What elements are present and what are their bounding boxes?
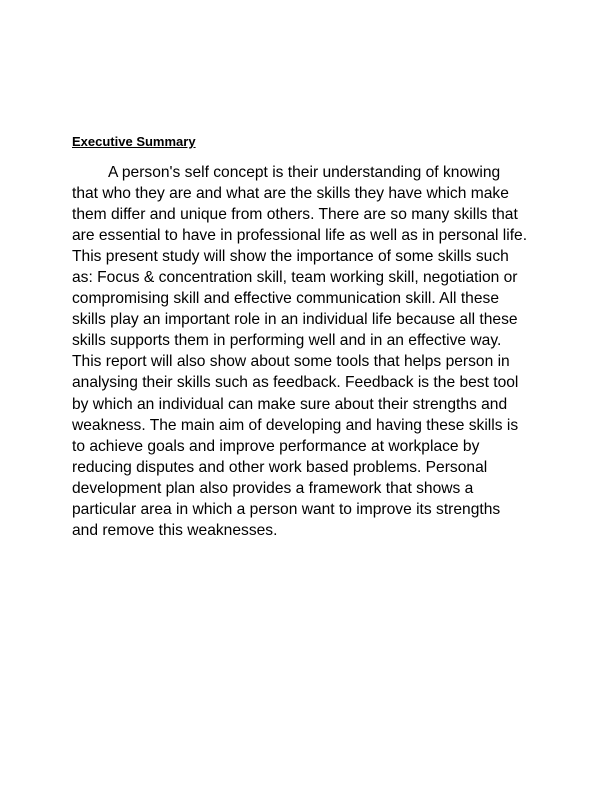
paragraph-line: skills supports them in performing well and in an effective way. — [72, 332, 502, 350]
section-heading: Executive Summary — [72, 134, 196, 149]
paragraph-line: analysing their skills such as feedback. Feedback is the best tool — [72, 374, 519, 392]
paragraph-line: them differ and unique from others. There are so many skills that — [72, 206, 518, 224]
paragraph-line: are essential to have in professional life as well as in personal life. — [72, 227, 528, 245]
executive-summary-paragraph — [72, 162, 542, 541]
paragraph-line: compromising skill and effective communication skill. All these — [72, 290, 499, 308]
paragraph-line: that who they are and what are the skills they have which make — [72, 185, 509, 203]
paragraph-line: to achieve goals and improve performance at workplace by — [72, 437, 480, 455]
paragraph-line: and remove this weaknesses. — [72, 521, 278, 539]
paragraph-line: skills play an important role in an individual life because all these — [72, 311, 518, 329]
paragraph-line: weakness. The main aim of developing and having these skills is — [72, 416, 519, 434]
paragraph-line: reducing disputes and other work based problems. Personal — [72, 458, 488, 476]
paragraph-line: particular area in which a person want to improve its strengths — [72, 500, 501, 518]
paragraph-line: This present study will show the importance of some skills such — [72, 248, 509, 266]
paragraph-line: This report will also show about some tools that helps person in — [72, 353, 510, 371]
paragraph-line: as: Focus & concentration skill, team working skill, negotiation or — [72, 269, 518, 287]
paragraph-line: by which an individual can make sure about their strengths and — [72, 395, 508, 413]
paragraph-line: A person's self concept is their understanding of knowing — [108, 164, 501, 181]
paragraph-line: development plan also provides a framework that shows a — [72, 479, 474, 497]
